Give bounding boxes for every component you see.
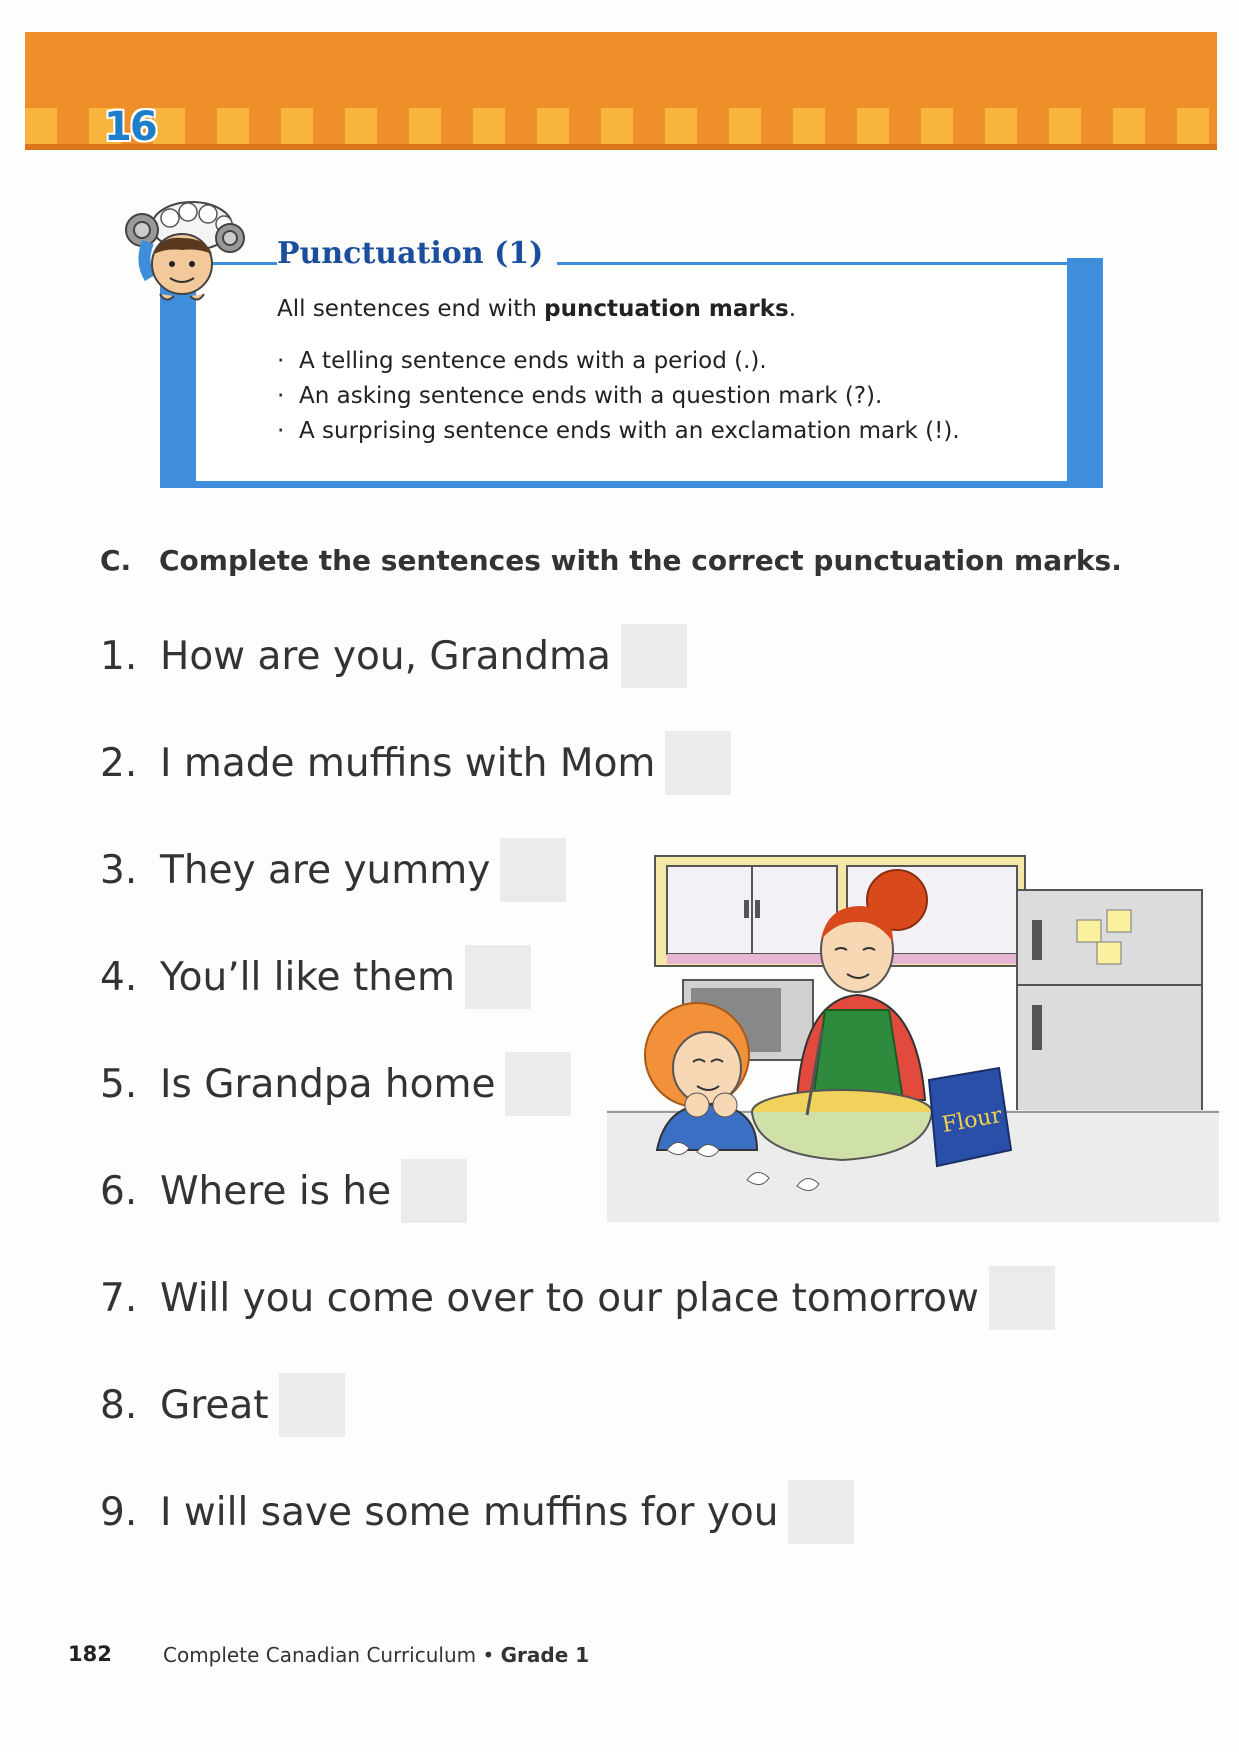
- question-3: 3. They are yummy: [100, 838, 566, 902]
- rule-bullet: · A telling sentence ends with a period (.).: [277, 348, 767, 374]
- header-bar: [25, 32, 1217, 108]
- header-underline: [25, 144, 1217, 150]
- rule-bullet: · A surprising sentence ends with an exclamation mark (!).: [277, 418, 960, 444]
- ram-mascot-icon: [120, 192, 250, 322]
- header-stripe: [25, 108, 1217, 144]
- unit-number: 16: [104, 104, 156, 150]
- answer-box-7[interactable]: [989, 1266, 1055, 1330]
- footer-grade: Grade 1: [500, 1643, 590, 1667]
- rule-bullet: · An asking sentence ends with a question mark (?).: [277, 383, 883, 409]
- exercise-instruction: Complete the sentences with the correct punctuation marks.: [159, 544, 1122, 577]
- answer-box-6[interactable]: [401, 1159, 467, 1223]
- rule-intro-keyword: punctuation marks: [544, 296, 789, 322]
- question-2: 2. I made muffins with Mom: [100, 731, 731, 795]
- question-6: 6. Where is he: [100, 1159, 467, 1223]
- page-number: 182: [68, 1642, 112, 1666]
- footer-book-title: Complete Canadian Curriculum • Grade 1: [163, 1643, 590, 1667]
- rule-title: Punctuation (1): [277, 236, 557, 271]
- answer-box-9[interactable]: [788, 1480, 854, 1544]
- question-7: 7. Will you come over to our place tomorrow: [100, 1266, 1055, 1330]
- answer-box-3[interactable]: [500, 838, 566, 902]
- rule-intro: All sentences end with punctuation marks.: [277, 296, 797, 322]
- exercise-letter: C.: [100, 544, 132, 577]
- answer-box-4[interactable]: [465, 945, 531, 1009]
- answer-box-1[interactable]: [621, 624, 687, 688]
- rule-box-right-border: [1067, 258, 1103, 486]
- question-5: 5. Is Grandpa home: [100, 1052, 571, 1116]
- answer-box-2[interactable]: [665, 731, 731, 795]
- question-4: 4. You’ll like them: [100, 945, 531, 1009]
- question-9: 9. I will save some muffins for you: [100, 1480, 854, 1544]
- flour-label: Flour: [940, 1102, 1004, 1139]
- question-1: 1. How are you, Grandma: [100, 624, 687, 688]
- answer-box-5[interactable]: [505, 1052, 571, 1116]
- kitchen-illustration: [607, 850, 1219, 1222]
- answer-box-8[interactable]: [279, 1373, 345, 1437]
- question-8: 8. Great: [100, 1373, 345, 1437]
